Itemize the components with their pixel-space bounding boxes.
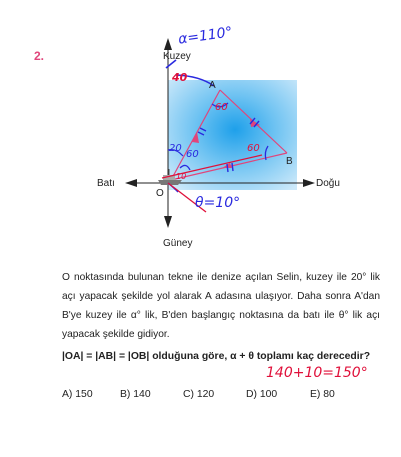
option-d[interactable]: D) 100: [246, 389, 278, 400]
sea-area: [168, 80, 297, 190]
option-b[interactable]: B) 140: [120, 389, 151, 400]
south-label: Güney: [163, 238, 193, 249]
point-a-label: A: [209, 80, 216, 91]
handwritten-angle-60-o: 60: [186, 149, 199, 160]
handwritten-angle-60-a: 60: [215, 102, 228, 113]
west-label: Batı: [97, 178, 115, 189]
north-label: Kuzey: [163, 51, 191, 62]
handwritten-angle-20: 20: [169, 143, 182, 154]
option-a[interactable]: A) 150: [62, 389, 93, 400]
east-label: Doğu: [316, 178, 340, 189]
north-arrow-icon: [164, 38, 172, 50]
handwritten-angle-10: 10: [176, 172, 187, 181]
handwritten-angle-40: 40: [172, 71, 188, 84]
handwritten-theta-note: θ=10°: [195, 195, 241, 211]
east-arrow-icon: [303, 179, 315, 187]
question-number: 2.: [34, 49, 45, 63]
point-o-label: O: [156, 188, 164, 199]
handwritten-alpha-note: α=110°: [177, 24, 234, 48]
question-paragraph: O noktasında bulunan tekne ile denize açılan Selin, kuzey ile 20° lik açı yapacak şekilde yol alarak A adasına ulaşıyor. Daha sonra A'dan B'ye kuzey ile α° lik, B'den başlangıç noktasına da batı ile θ° lik açı yapacak şekilde gidiyor.: [62, 272, 380, 340]
point-b-label: B: [286, 156, 293, 167]
south-arrow-icon: [164, 216, 172, 228]
question-prompt: |OA| = |AB| = |OB| olduğuna göre, α + θ toplamı kaç derecedir?: [62, 351, 371, 362]
west-arrow-icon: [125, 179, 137, 187]
option-c[interactable]: C) 120: [183, 389, 215, 400]
handwritten-angle-60-b: 60: [247, 143, 260, 154]
option-e[interactable]: E) 80: [310, 389, 335, 400]
handwritten-sum-note: 140+10=150°: [266, 365, 368, 381]
